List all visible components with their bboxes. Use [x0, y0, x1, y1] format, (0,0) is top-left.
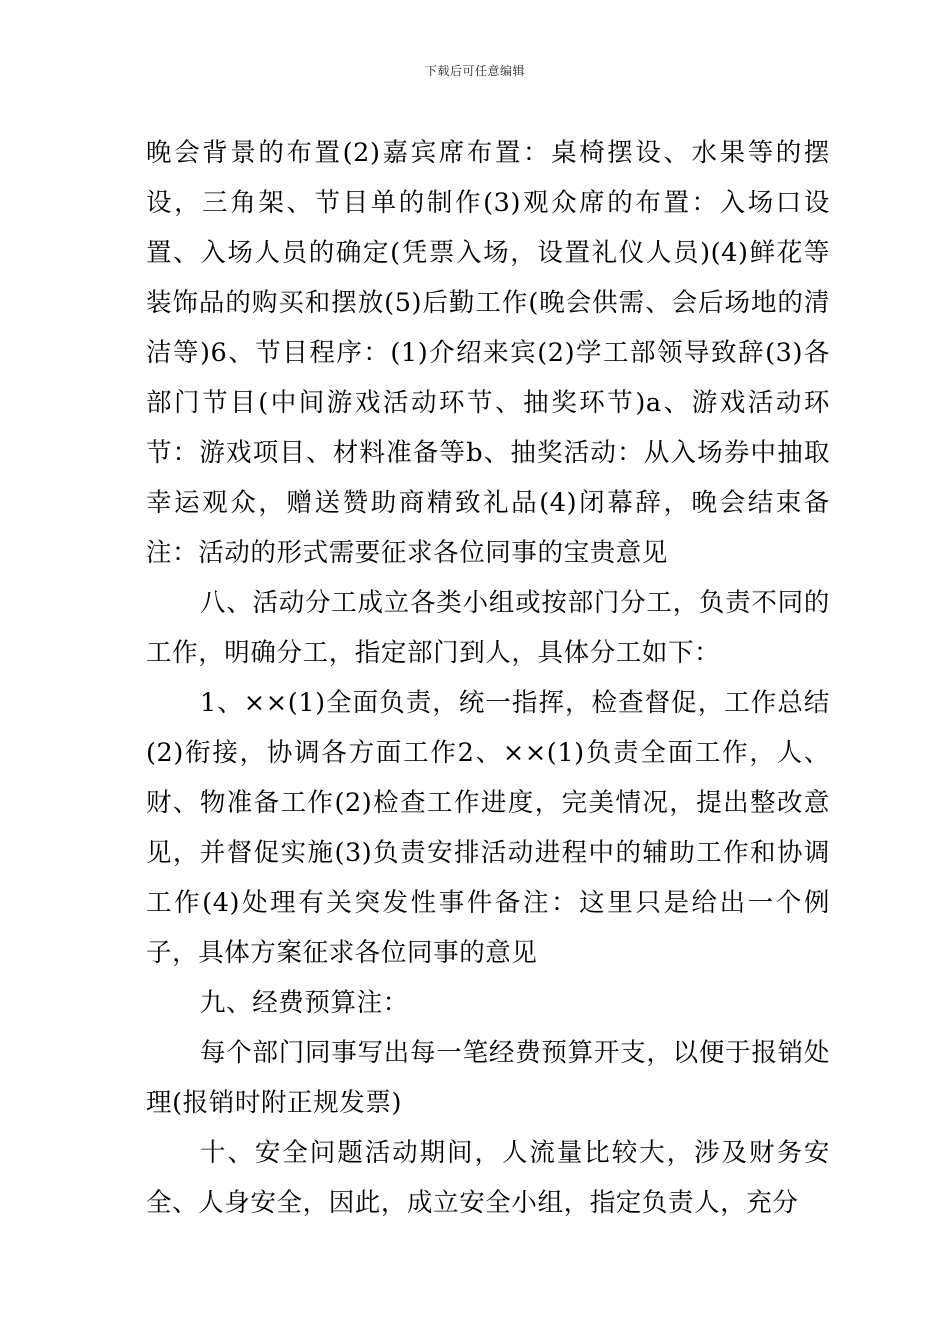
- paragraph-venue-and-program: 晚会背景的布置(2)嘉宾席布置：桌椅摆设、水果等的摆设，三角架、节目单的制作(3)观众席的布置：入场口设置、入场人员的确定(凭票入场，设置礼仪人员)(4)鲜花等装饰品的购买和摆放(5)后勤工作(晚会供需、会后场地的清洁等)6、节目程序：(1)介绍来宾(2)学工部领导致辞(3)各部门节目(中间游戏活动环节、抽奖环节)a、游戏活动环节：游戏项目、材料准备等b、抽奖活动：从入场券中抽取幸运观众，赠送赞助商精致礼品(4)闭幕辞，晚会结束备注：活动的形式需要征求各位同事的宝贵意见: [146, 138, 830, 568]
- paragraph-section-9-budget: 九、经费预算注：: [200, 988, 409, 1018]
- paragraph-section-10-safety: 十、安全问题活动期间，人流量比较大，涉及财务安全、人身安全，因此，成立安全小组，指定负责人，充分: [146, 1138, 830, 1218]
- page-header: 下载后可任意编辑: [424, 64, 525, 78]
- paragraph-section-8-division: 八、活动分工成立各类小组或按部门分工，负责不同的工作，明确分工，指定部门到人，具体分工如下：: [146, 588, 830, 668]
- document-body: [146, 128, 830, 1228]
- paragraph-assignments: 1、××(1)全面负责，统一指挥，检查督促，工作总结(2)衔接，协调各方面工作2、××(1)负责全面工作，人、财、物准备工作(2)检查工作进度，完美情况，提出整改意见，并督促实施(3)负责安排活动进程中的辅助工作和协调工作(4)处理有关突发性事件备注：这里只是给出一个例子，具体方案征求各位同事的意见: [146, 688, 830, 968]
- paragraph-budget-note: 每个部门同事写出每一笔经费预算开支，以便于报销处理(报销时附正规发票): [146, 1038, 830, 1118]
